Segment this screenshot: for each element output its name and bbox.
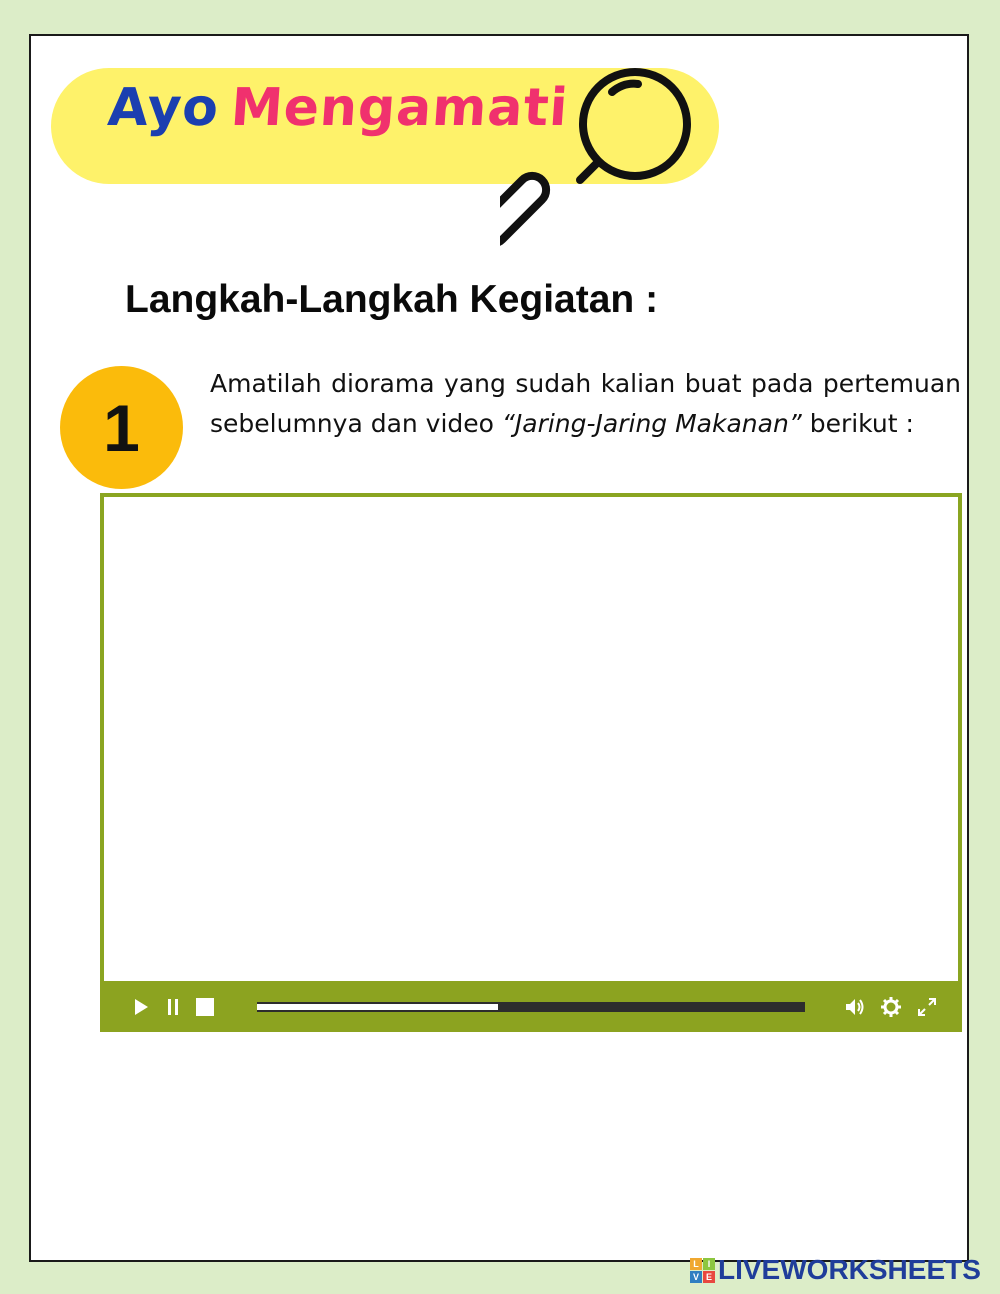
magnifying-glass-icon bbox=[500, 62, 710, 254]
stop-icon[interactable] bbox=[194, 981, 216, 1032]
video-player[interactable] bbox=[100, 493, 962, 1032]
step-number-badge: 1 bbox=[60, 366, 183, 489]
video-screen[interactable] bbox=[104, 497, 958, 981]
logo-letter: V bbox=[690, 1271, 702, 1283]
instruction-video-title: “Jaring-Jaring Makanan” bbox=[501, 408, 802, 438]
logo-letter: I bbox=[703, 1258, 715, 1270]
volume-icon[interactable] bbox=[842, 981, 868, 1032]
liveworksheets-logo bbox=[690, 1258, 715, 1283]
pause-icon[interactable] bbox=[164, 981, 182, 1032]
play-icon[interactable] bbox=[130, 981, 152, 1032]
step-instruction bbox=[210, 364, 961, 443]
watermark-text: LIVEWORKSHEETS bbox=[718, 1254, 981, 1285]
liveworksheets-watermark bbox=[690, 1254, 981, 1286]
banner-word-mengamati: Mengamati bbox=[228, 78, 571, 138]
instruction-text-end: berikut : bbox=[801, 408, 914, 438]
banner-word-ayo: Ayo bbox=[105, 78, 222, 138]
seek-bar[interactable] bbox=[257, 1002, 805, 1012]
logo-letter: E bbox=[703, 1271, 715, 1283]
instruction-text: Amatilah diorama yang sudah kalian buat pada pertemuan sebelumnya dan video bbox=[210, 369, 961, 438]
page-heading: Langkah-Langkah Kegiatan : bbox=[125, 278, 659, 321]
video-controls-bar bbox=[100, 981, 962, 1032]
gear-icon[interactable] bbox=[878, 981, 904, 1032]
seek-bar-progress bbox=[257, 1004, 498, 1010]
logo-letter: L bbox=[690, 1258, 702, 1270]
fullscreen-icon[interactable] bbox=[914, 981, 940, 1032]
